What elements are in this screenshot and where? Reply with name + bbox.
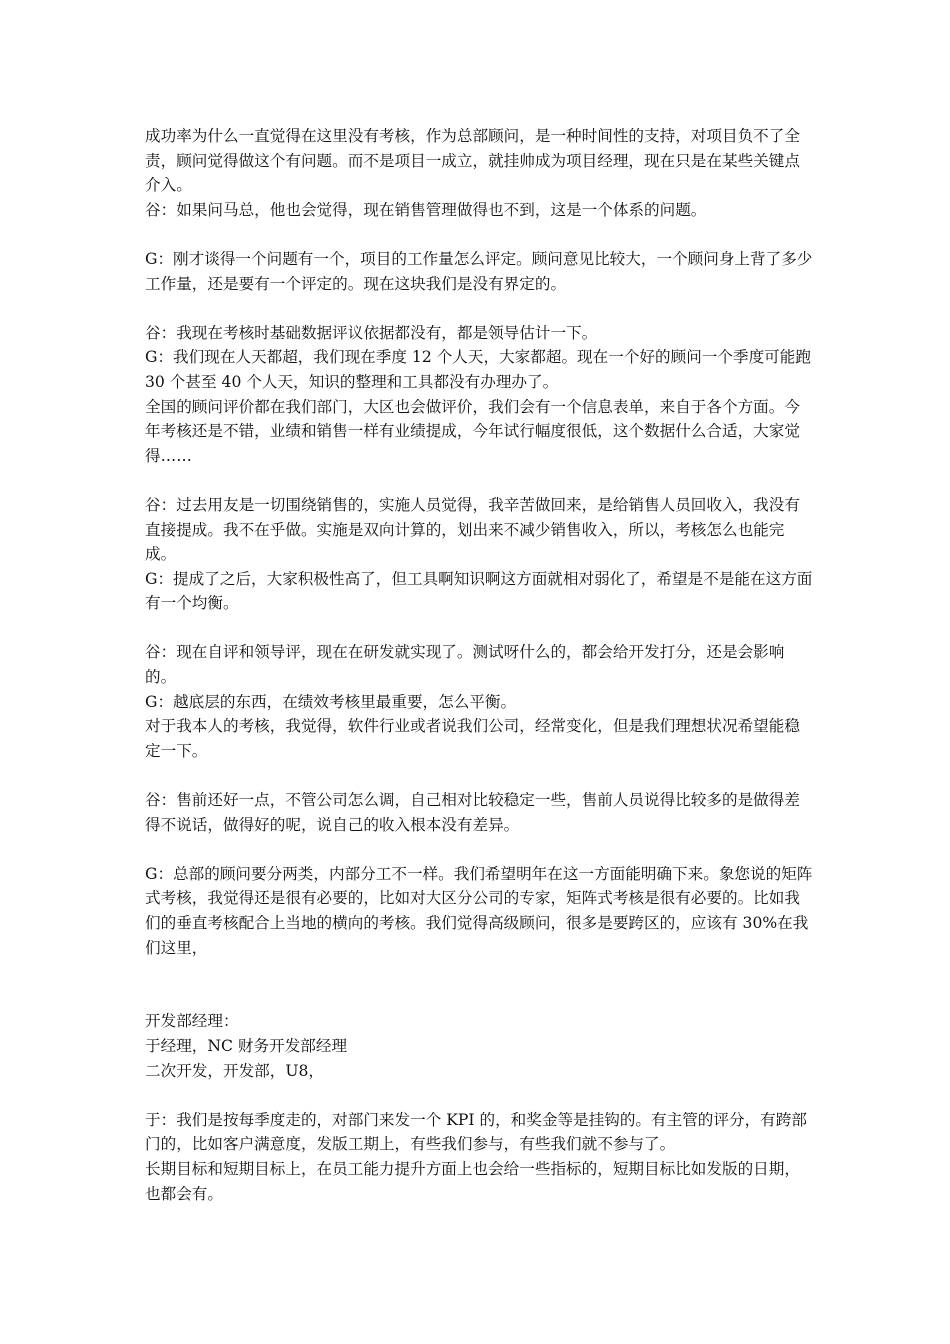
paragraph-national-evaluation: 全国的顾问评价都在我们部门，大区也会做评价，我们会有一个信息表单，来自于各个方面。今年考核还是不错，业绩和销售一样有业绩提成，今年试行幅度很低，这个数据什么合适，大家觉得…… bbox=[145, 397, 800, 465]
paragraph-gu-sales-management: 谷：如果问马总，他也会觉得，现在销售管理做得也不到，这是一个体系的问题。 bbox=[145, 200, 707, 219]
paragraph-gu-basic-data: 谷：我现在考核时基础数据评议依据都没有，都是领导估计一下。 bbox=[145, 323, 598, 342]
paragraph-manager-yu: 于经理，NC 财务开发部经理 bbox=[145, 1036, 348, 1055]
paragraph-success-rate: 成功率为什么一直觉得在这里没有考核，作为总部顾问，是一种时间性的支持，对项目负不了全责，顾问觉得做这个有问题。而不是项目一成立，就挂帅成为项目经理，现在只是在某些关键点介入。 bbox=[145, 127, 800, 195]
paragraph-long-short-goals: 长期目标和短期目标上，在员工能力提升方面上也会给一些指标的，短期目标比如发版的日期，也都会有。 bbox=[145, 1159, 800, 1203]
blank-line bbox=[145, 837, 813, 862]
paragraph-gu-presales: 谷：售前还好一点，不管公司怎么调，自己相对比较稳定一些，售前人员说得比较多的是做得差得不说话，做得好的呢，说自己的收入根本没有差异。 bbox=[145, 791, 800, 834]
paragraph-g-commission: G：提成了之后，大家积极性高了，但工具啊知识啊这方面就相对弱化了，希望是不是能在这方面有一个均衡。 bbox=[145, 569, 813, 613]
paragraph-yu-kpi: 于：我们是按每季度走的，对部门来发一个 KPI 的，和奖金等是挂钩的。有主管的评分，有跨部门的，比如客户满意度，发版工期上，有些我们参与，有些我们就不参与了。 bbox=[145, 1110, 807, 1154]
blank-line bbox=[145, 763, 813, 788]
document-page bbox=[145, 124, 813, 1206]
paragraph-personal-assessment: 对于我本人的考核，我觉得，软件行业或者说我们公司，经常变化，但是我们理想状况希望能稳定一下。 bbox=[145, 717, 800, 760]
paragraph-g-bottom-layer: G：越底层的东西，在绩效考核里最重要，怎么平衡。 bbox=[145, 692, 517, 711]
blank-line bbox=[145, 296, 813, 321]
section-heading-dev-manager: 开发部经理： bbox=[145, 1012, 239, 1031]
paragraph-gu-self-evaluation: 谷：现在自评和领导评，现在在研发就实现了。测试呀什么的，都会给开发打分，还是会影响的。 bbox=[145, 643, 785, 687]
paragraph-g-workload: G：刚才谈得一个问题有一个，项目的工作量怎么评定。顾问意见比较大，一个顾问身上背了多少工作量，还是要有一个评定的。现在这块我们是没有界定的。 bbox=[145, 249, 813, 293]
paragraph-gu-yonyou-sales: 谷：过去用友是一切围绕销售的，实施人员觉得，我辛苦做回来，是给销售人员回收入，我没有直接提成。我不在乎做。实施是双向计算的，划出来不减少销售收入，所以，考核怎么也能完成。 bbox=[145, 495, 800, 564]
blank-line bbox=[145, 222, 813, 247]
paragraph-g-matrix-assessment: G：总部的顾问要分两类，内部分工不一样。我们希望明年在这一方面能明确下来。象您说的矩阵式考核，我觉得还是很有必要的，比如对大区分公司的专家，矩阵式考核是很有必要的。比如我们的垂直考核配合上当地的横向的考核。我们觉得高级顾问，很多是要跨区的，应该有 30%在我们这里， bbox=[145, 864, 813, 957]
paragraph-g-man-days: G：我们现在人天都超，我们现在季度 12 个人天，大家都超。现在一个好的顾问一个季度可能跑 30 个甚至 40 个人天，知识的整理和工具都没有办理办了。 bbox=[145, 348, 811, 391]
blank-line bbox=[145, 616, 813, 641]
blank-lines bbox=[145, 960, 813, 1009]
blank-line bbox=[145, 1083, 813, 1108]
blank-line bbox=[145, 468, 813, 493]
paragraph-secondary-dev: 二次开发，开发部，U8， bbox=[145, 1061, 325, 1080]
